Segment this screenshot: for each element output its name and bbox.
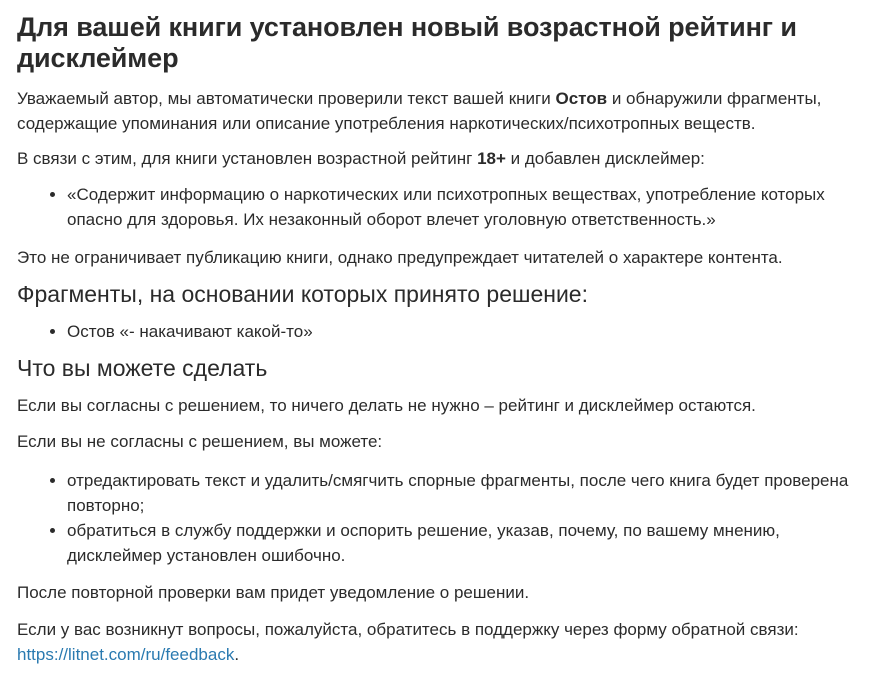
- feedback-link[interactable]: https://litnet.com/ru/feedback: [17, 645, 235, 664]
- fragment-item: • Остов «- накачивают какой-то»: [67, 319, 872, 344]
- options-list: [17, 468, 872, 568]
- rating-text-after: и добавлен дисклеймер:: [505, 149, 705, 168]
- message-title: Для вашей книги установлен новый возрастной рейтинг и дисклеймер: [17, 12, 797, 73]
- contact-text: Если у вас возникнут вопросы, пожалуйста, обратитесь в поддержку через форму обратной связи:: [17, 620, 799, 639]
- rating-text-before: В связи с этим, для книги установлен возрастной рейтинг: [17, 149, 478, 168]
- rating-paragraph: [17, 146, 872, 171]
- intro-text-before: Уважаемый автор, мы автоматически проверили текст вашей книги: [17, 89, 556, 108]
- option-item-support: • обратиться в службу поддержки и оспорить решение, указав, почему, по вашему мнению, дисклеймер установлен ошибочно.: [67, 518, 872, 568]
- age-rating-value: 18+: [477, 149, 506, 168]
- agree-paragraph: Если вы согласны с решением, то ничего делать не нужно – рейтинг и дисклеймер остаются.: [17, 396, 756, 415]
- disclaimer-list: [17, 182, 872, 232]
- contact-paragraph: [17, 617, 872, 667]
- actions-heading: Что вы можете сделать: [17, 355, 268, 381]
- fragments-heading: Фрагменты, на основании которых принято решение:: [17, 281, 588, 307]
- disclaimer-item: • «Содержит информацию о наркотических или психотропных веществах, употребление которых опасно для здоровья. Их незаконный оборот влечет уголовную ответственность.»: [67, 182, 872, 232]
- no-restriction-paragraph: Это не ограничивает публикацию книги, однако предупреждает читателей о характере контента.: [17, 248, 783, 267]
- contact-suffix: .: [234, 645, 240, 664]
- recheck-paragraph: После повторной проверки вам придет уведомление о решении.: [17, 583, 530, 602]
- fragments-list: [17, 319, 872, 344]
- intro-paragraph: [17, 86, 872, 136]
- option-item-edit: • отредактировать текст и удалить/смягчить спорные фрагменты, после чего книга будет проверена повторно;: [67, 468, 872, 518]
- book-name: Остов: [555, 89, 608, 108]
- intro-text-after: и обнаружили фрагменты, содержащие упоминания или описание употребления наркотических/психотропных веществ.: [17, 89, 822, 133]
- disagree-paragraph: Если вы не согласны с решением, вы можете:: [17, 432, 383, 451]
